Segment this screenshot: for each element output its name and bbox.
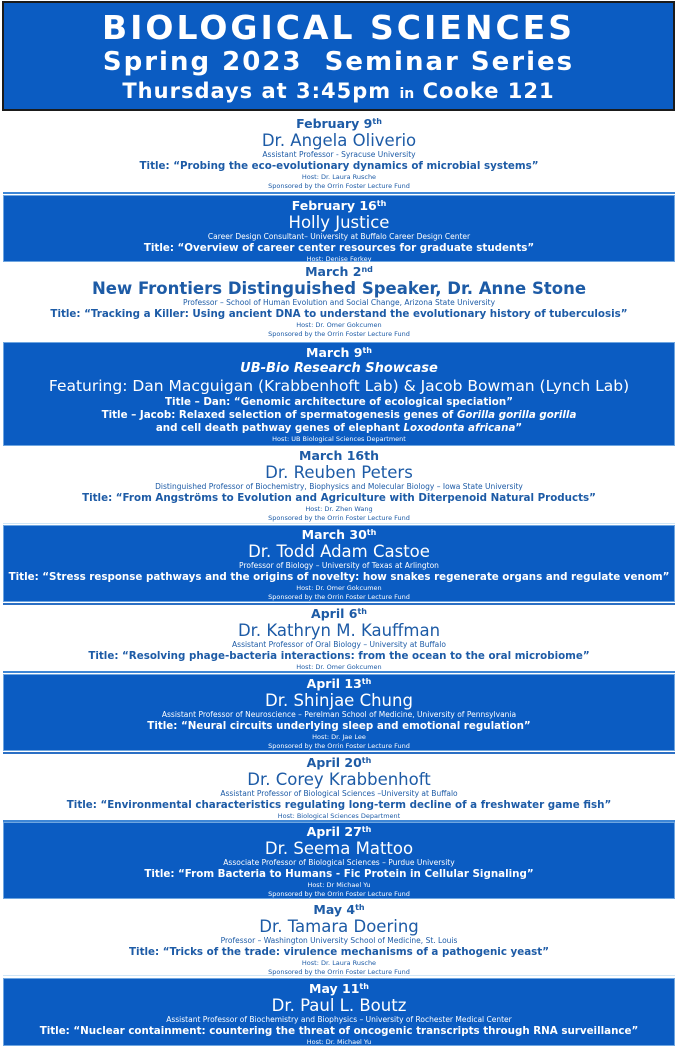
event-speaker: Dr. Corey Krabbenhoft xyxy=(247,770,431,789)
event-apr-20 xyxy=(3,752,675,822)
showcase-name: UB-Bio Research Showcase xyxy=(240,361,438,376)
event-mar-16 xyxy=(3,448,675,524)
event-sponsor: Sponsored by the Orrin Foster Lecture Fund xyxy=(268,182,410,190)
event-talk-title: Title: “Stress response pathways and the origins of novelty: how snakes regenerate organs and regulate venom” xyxy=(8,571,670,583)
event-may-4 xyxy=(3,900,675,976)
event-talk-title: Title: “Tricks of the trade: virulence mechanisms of a pathogenic yeast” xyxy=(129,946,549,958)
event-mar-30 xyxy=(3,525,675,602)
event-feb-9 xyxy=(3,116,675,194)
department-title: BIOLOGICAL SCIENCES xyxy=(102,8,575,47)
event-talk-title: Title: “Tracking a Killer: Using ancient DNA to understand the evolutionary history of tuberculosis” xyxy=(50,308,628,320)
event-date: April 27th xyxy=(306,824,372,839)
schedule-in: in xyxy=(399,86,415,102)
event-affiliation: Assistant Professor - Syracuse University xyxy=(262,150,416,159)
event-date: May 11th xyxy=(309,981,369,996)
event-affiliation: Professor – School of Human Evolution and Social Change, Arizona State University xyxy=(182,298,496,307)
talk-title-dan: Title – Dan: “Genomic architecture of ecological speciation” xyxy=(165,396,513,408)
event-talk-title: Title: “From Angströms to Evolution and Agriculture with Diterpenoid Natural Products” xyxy=(82,492,596,504)
event-date: April 20th xyxy=(306,755,372,770)
event-date: March 16th xyxy=(299,448,379,463)
schedule-time: Thursdays at 3:45pm xyxy=(122,79,392,103)
event-affiliation: Assistant Professor of Neuroscience – Perelman School of Medicine, University of Pennsylvania xyxy=(161,710,517,719)
event-host: Host: Dr. Jae Lee xyxy=(312,733,366,741)
event-date: March 2nd xyxy=(305,264,373,279)
event-speaker: Dr. Kathryn M. Kauffman xyxy=(237,621,441,640)
event-apr-13 xyxy=(3,674,675,751)
event-host: Host: Dr. Laura Rusche xyxy=(301,173,377,181)
event-affiliation: Associate Professor of Biological Sciences – Purdue University xyxy=(223,858,455,867)
event-apr-6 xyxy=(3,603,675,673)
event-host: Host: Biological Sciences Department xyxy=(277,812,401,820)
series-title: Spring 2023 Seminar Series xyxy=(102,47,575,77)
event-speaker: Dr. Paul L. Boutz xyxy=(271,996,407,1015)
event-affiliation: Career Design Consultant– University at Buffalo Career Design Center xyxy=(207,232,471,241)
event-sponsor: Sponsored by the Orrin Foster Lecture Fund xyxy=(268,330,410,338)
event-host: Host: Dr. Omer Gokcumen xyxy=(296,321,382,329)
talk-title-jacob-line1: Title – Jacob: Relaxed selection of spermatogenesis genes of Gorilla gorilla gorilla xyxy=(101,409,577,421)
event-date: February 9th xyxy=(296,116,382,131)
event-sponsor: Sponsored by the Orrin Foster Lecture Fund xyxy=(268,742,410,750)
event-date: April 6th xyxy=(311,606,367,621)
event-talk-title: Title: “From Bacteria to Humans - Fic Protein in Cellular Signaling” xyxy=(144,868,534,880)
event-speaker: Dr. Reuben Peters xyxy=(265,463,413,482)
event-date: February 16th xyxy=(291,198,387,213)
event-host: Host: Dr. Zhen Wang xyxy=(305,505,373,513)
event-talk-title: Title: “Resolving phage-bacteria interactions: from the ocean to the oral microbiome” xyxy=(88,650,590,662)
event-affiliation: Assistant Professor of Biochemistry and Biophysics – University of Rochester Medical Center xyxy=(166,1015,512,1024)
event-talk-title: Title: “Environmental characteristics regulating long-term decline of a freshwater game fish” xyxy=(66,799,612,811)
event-may-11 xyxy=(3,978,675,1046)
event-host: Host: Dr Michael Yu xyxy=(307,881,371,889)
event-sponsor: Sponsored by the Orrin Foster Lecture Fund xyxy=(268,593,410,601)
event-date: March 30th xyxy=(301,527,377,542)
event-talk-title: Title: “Neural circuits underlying sleep and emotional regulation” xyxy=(147,720,531,732)
event-mar-2 xyxy=(3,264,675,342)
showcase-featuring: Featuring: Dan Macguigan (Krabbenhoft Lab) & Jacob Bowman (Lynch Lab) xyxy=(48,377,630,395)
schedule-line xyxy=(4,77,673,108)
schedule-location: Cooke 121 xyxy=(422,79,555,103)
event-apr-27 xyxy=(3,822,675,899)
event-affiliation: Assistant Professor of Biological Sciences –University at Buffalo xyxy=(220,789,458,798)
event-sponsor: Sponsored by the Orrin Foster Lecture Fund xyxy=(268,968,410,976)
event-affiliation: Distinguished Professor of Biochemistry, Biophysics and Molecular Biology – Iowa State University xyxy=(155,482,523,491)
event-host: Host: Denise Ferkey xyxy=(306,255,372,263)
poster-header xyxy=(2,1,675,111)
event-speaker: New Frontiers Distinguished Speaker, Dr. Anne Stone xyxy=(91,279,587,298)
event-speaker: Dr. Todd Adam Castoe xyxy=(248,542,430,561)
event-sponsor: Sponsored by the Orrin Foster Lecture Fund xyxy=(268,890,410,898)
event-host: Host: UB Biological Sciences Department xyxy=(272,435,406,443)
event-speaker: Dr. Tamara Doering xyxy=(259,917,419,936)
event-mar-9-showcase xyxy=(3,342,675,446)
event-affiliation: Professor – Washington University School of Medicine, St. Louis xyxy=(220,936,458,945)
talk-title-jacob-line2: and cell death pathway genes of elephant Loxodonta africana” xyxy=(155,422,523,434)
event-talk-title: Title: “Probing the eco-evolutionary dynamics of microbial systems” xyxy=(139,160,539,172)
event-host: Host: Dr. Omer Gokcumen xyxy=(296,663,382,671)
event-affiliation: Professor of Biology – University of Texas at Arlington xyxy=(239,561,439,570)
event-host: Host: Dr. Michael Yu xyxy=(306,1038,372,1046)
event-host: Host: Dr. Omer Gokcumen xyxy=(296,584,382,592)
event-talk-title: Title: “Overview of career center resources for graduate students” xyxy=(143,242,535,254)
event-speaker: Dr. Seema Mattoo xyxy=(264,839,414,858)
event-speaker: Holly Justice xyxy=(288,213,390,232)
event-date: May 4th xyxy=(313,902,365,917)
event-date: April 13th xyxy=(306,676,372,691)
event-feb-16 xyxy=(3,195,675,262)
event-date: March 9th xyxy=(306,345,372,360)
event-affiliation: Assistant Professor of Oral Biology – University at Buffalo xyxy=(232,640,446,649)
event-speaker: Dr. Angela Oliverio xyxy=(261,131,417,150)
event-host: Host: Dr. Laura Rusche xyxy=(301,959,377,967)
event-speaker: Dr. Shinjae Chung xyxy=(265,691,413,710)
event-sponsor: Sponsored by the Orrin Foster Lecture Fund xyxy=(268,514,410,522)
event-talk-title: Title: “Nuclear containment: countering the threat of oncogenic transcripts through RNA surveillance” xyxy=(39,1025,639,1037)
